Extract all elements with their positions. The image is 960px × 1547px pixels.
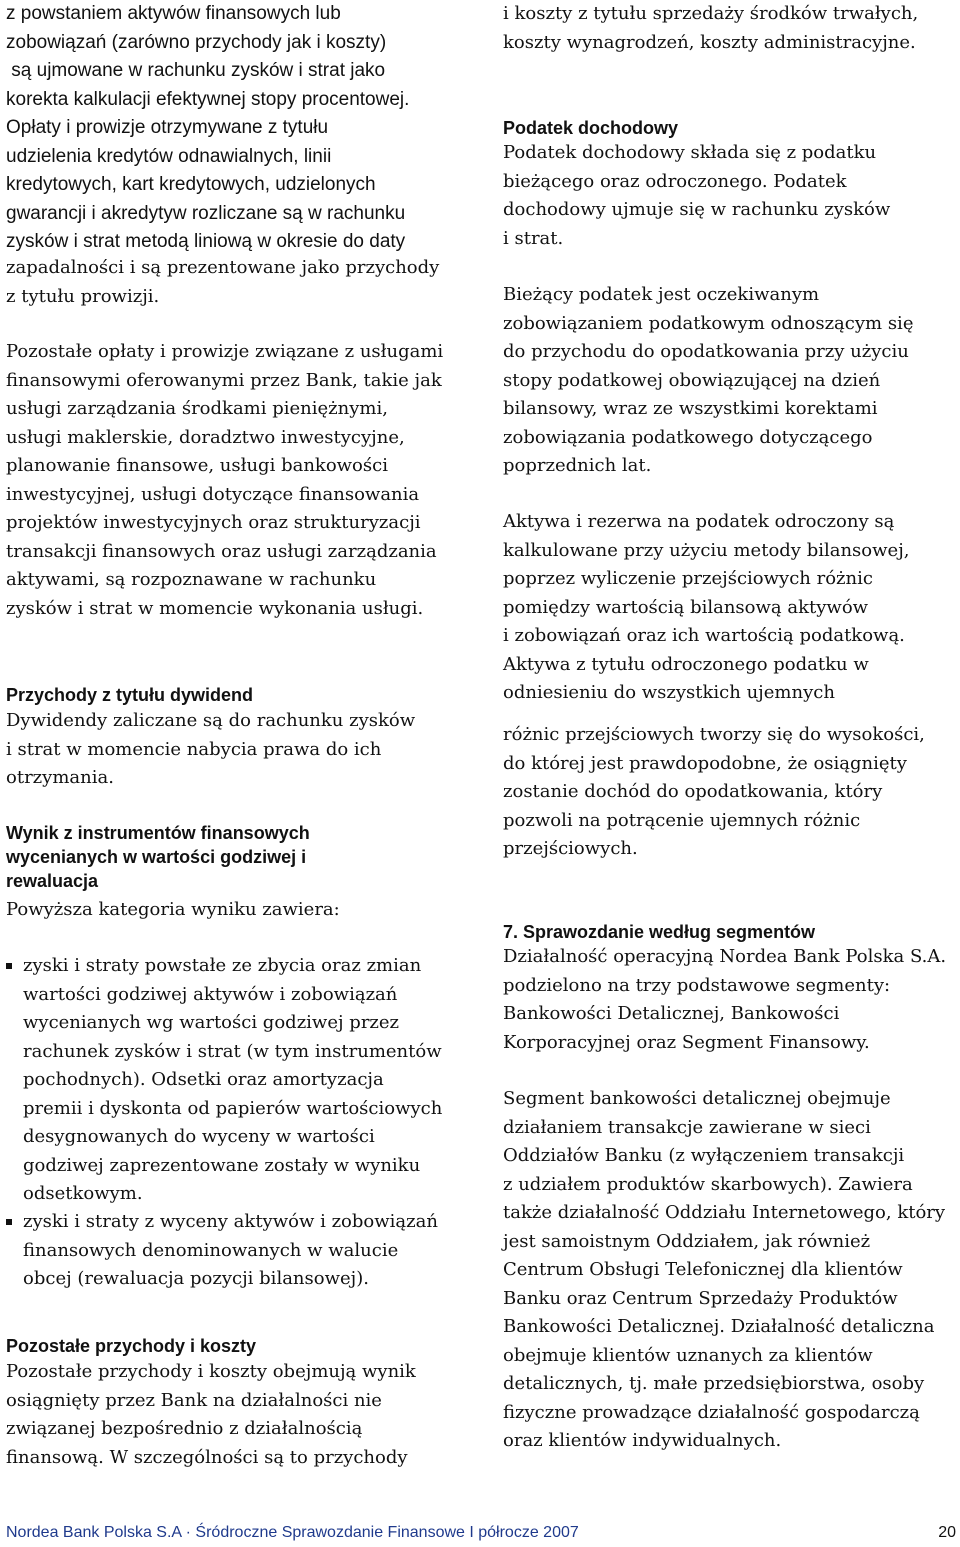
text-line: Działalność operacyjną Nordea Bank Polska S.A. (503, 946, 947, 967)
text-line: do przychodu do opodatkowania przy użyciu (503, 341, 909, 362)
text-line: obejmuje klientów uznanych za klientów (503, 1344, 873, 1366)
text-line: podzielono na trzy podstawowe segmenty: (503, 974, 891, 996)
text-line: usługi zarządzania środkami pieniężnymi, (6, 398, 388, 419)
heading-line: wycenianych w wartości godziwej i (6, 847, 307, 867)
text-line: godziwej zaprezentowane zostały w wyniku (23, 1154, 421, 1176)
paragraph-current-tax (503, 281, 913, 481)
text-line: bilansowy, wraz ze wszystkimi korektami (503, 398, 878, 419)
text-line: odsetkowym. (23, 1183, 143, 1204)
text-line: Bieżący podatek jest oczekiwanym (503, 284, 820, 305)
text-line: bieżącego oraz odroczonego. Podatek (503, 170, 847, 192)
text-line: Bankowości Detalicznej, Bankowości (503, 1003, 840, 1024)
text-line: zysków i strat metodą liniową w okresie do daty (6, 231, 406, 252)
text-line: Bankowości Detalicznej. Działalność detaliczna (503, 1316, 935, 1337)
text-line: i strat. (503, 227, 564, 249)
text-line: Banku oraz Centrum Sprzedaży Produktów (503, 1287, 898, 1309)
text-line: zobowiązaniem podatkowym odnoszącym się (503, 312, 914, 334)
paragraph-commission-income (6, 0, 409, 257)
text-line: Aktywa z tytułu odroczonego podatku w (503, 653, 869, 675)
heading-line: rewaluacja (6, 871, 99, 891)
paragraph-fair-value-intro: Powyższa kategoria wyniku zawiera: (6, 899, 340, 920)
text-line: projektów inwestycyjnych oraz strukturyzacji (6, 512, 421, 533)
text-line: zyski i straty z wyceny aktywów i zobowiązań (23, 1211, 438, 1232)
text-line: do której jest prawdopodobne, że osiągnięty (503, 752, 907, 774)
text-line: zobowiązań (zarówno przychody jak i koszty) (6, 31, 387, 53)
heading-dividend-income: Przychody z tytułu dywidend (6, 685, 254, 705)
text-line: dochodowy ujmuje się w rachunku zysków (503, 199, 891, 220)
text-line: zobowiązania podatkowego dotyczącego (503, 426, 873, 448)
text-line: otrzymania. (6, 767, 114, 788)
text-line: Aktywa i rezerwa na podatek odroczony są (503, 511, 895, 532)
text-line: Pozostałe przychody i koszty obejmują wynik (6, 1361, 416, 1382)
text-line: Podatek dochodowy składa się z podatku (503, 142, 877, 163)
text-line: z powstaniem aktywów finansowych lub (6, 3, 341, 24)
text-line: pochodnych). Odsetki oraz amortyzacja (23, 1069, 384, 1090)
text-line: kalkulowane przy użyciu metody bilansowej, (503, 539, 910, 561)
paragraph-other-costs (503, 0, 918, 57)
paragraph-other-fees (6, 338, 443, 623)
text-line: zapadalności i są prezentowane jako przychody (6, 257, 440, 278)
text-line: jest samoistnym Oddziałem, jak również (503, 1230, 871, 1252)
text-line: Oddziałów Banku (z wyłączeniem transakcji (503, 1145, 905, 1166)
text-line: działaniem transakcje zawierane w sieci (503, 1116, 871, 1138)
text-line: poprzez wyliczenie przejściowych różnic (503, 568, 873, 589)
text-line: premii i dyskonta od papierów wartościowych (23, 1097, 443, 1119)
heading-line: Wynik z instrumentów finansowych (6, 823, 310, 843)
text-line: planowanie finansowe, usługi bankowości (6, 455, 388, 476)
text-line: finansową. W szczególności są to przychody (6, 1446, 408, 1468)
paragraph-retail-segment (503, 1085, 945, 1456)
text-line: inwestycyjnej, usługi dotyczące finansowania (6, 483, 420, 505)
text-line: desygnowanych do wyceny w wartości (23, 1126, 375, 1147)
text-line: i strat w momencie nabycia prawa do ich (6, 738, 382, 760)
text-line: rachunek zysków i strat (w tym instrumentów (23, 1040, 442, 1062)
text-line: wartości godziwej aktywów i zobowiązań (23, 983, 398, 1005)
bullet-item (6, 1208, 438, 1294)
paragraph-dividend-income (6, 707, 415, 793)
text-line: poprzednich lat. (503, 455, 652, 476)
paragraph-income-tax (503, 139, 890, 253)
text-line: oraz klientów indywidualnych. (503, 1430, 782, 1451)
paragraph-deferred-tax-cont (503, 721, 925, 864)
page-number: 20 (938, 1524, 956, 1541)
text-line: osiągnięty przez Bank na działalności nie (6, 1389, 382, 1411)
text-line: finansowych denominowanych w walucie (23, 1239, 399, 1261)
text-line: odniesieniu do wszystkich ujemnych (503, 682, 835, 703)
text-line: Centrum Obsługi Telefonicznej dla klientów (503, 1259, 903, 1280)
text-line: gwarancji i akredytyw rozliczane są w rachunku (6, 202, 406, 224)
text-line: pomiędzy wartością bilansową aktywów (503, 596, 869, 618)
text-line: aktywami, są rozpoznawane w rachunku (6, 569, 377, 590)
heading-fair-value-result (6, 821, 310, 893)
text-line: przejściowych. (503, 838, 638, 859)
text-line: z tytułu prowizji. (6, 285, 160, 307)
text-line: fizyczne prowadzące działalność gospodarczą (503, 1401, 920, 1423)
text-line: korekta kalkulacji efektywnej stopy procentowej. (6, 88, 410, 110)
text-line: Segment bankowości detalicznej obejmuje (503, 1088, 891, 1109)
text-line: finansowymi oferowanymi przez Bank, takie jak (6, 369, 442, 391)
text-line: z udziałem produktów skarbowych). Zawiera (503, 1173, 913, 1195)
text-line: koszty wynagrodzeń, koszty administracyjne. (503, 31, 916, 53)
text-line: Opłaty i prowizje otrzymywane z tytułu (6, 117, 329, 138)
text-line: usługi maklerskie, doradztwo inwestycyjne, (6, 426, 405, 448)
heading-segment-reporting: 7. Sprawozdanie według segmentów (503, 922, 816, 942)
text-line: i koszty z tytułu sprzedaży środków trwałych, (503, 3, 919, 24)
text-line: zostanie dochód do opodatkowania, który (503, 781, 883, 802)
paragraph-segments (503, 943, 946, 1057)
text-line: udzielenia kredytów odnawialnych, linii (6, 145, 332, 167)
text-line: stopy podatkowej obowiązującej na dzień (503, 369, 881, 391)
text-line: są ujmowane w rachunku zysków i strat jako (6, 60, 386, 81)
text-line: wycenianych wg wartości godziwej przez (23, 1012, 400, 1033)
text-line: związanej bezpośrednio z działalnością (6, 1418, 363, 1439)
text-line: transakcji finansowych oraz usługi zarządzania (6, 540, 437, 562)
paragraph-commission-income-cont (6, 254, 439, 311)
text-line: zyski i straty powstałe ze zbycia oraz zmian (23, 955, 422, 976)
footer-document-title: Nordea Bank Polska S.A · Śródroczne Sprawozdanie Finansowe I półrocze 2007 (6, 1524, 579, 1541)
page-footer (6, 1524, 956, 1542)
text-line: także działalność Oddziału Internetowego, który (503, 1202, 946, 1223)
text-line: pozwoli na potrącenie ujemnych różnic (503, 809, 861, 831)
text-line: różnic przejściowych tworzy się do wysokości, (503, 724, 925, 745)
paragraph-other-income (6, 1358, 416, 1472)
text-line: i zobowiązań oraz ich wartością podatkową. (503, 625, 905, 646)
text-line: obcej (rewaluacja pozycji bilansowej). (23, 1268, 369, 1289)
paragraph-deferred-tax (503, 508, 910, 708)
text-line: zysków i strat w momencie wykonania usługi. (6, 597, 424, 619)
bullet-item (6, 952, 442, 1209)
text-line: detalicznych, tj. małe przedsiębiorstwa, osoby (503, 1373, 925, 1394)
heading-income-tax: Podatek dochodowy (503, 118, 679, 138)
heading-other-income: Pozostałe przychody i koszty (6, 1336, 257, 1356)
text-line: kredytowych, kart kredytowych, udzielonych (6, 174, 376, 195)
text-line: Korporacyjnej oraz Segment Finansowy. (503, 1031, 870, 1053)
text-line: Dywidendy zaliczane są do rachunku zysków (6, 710, 416, 731)
text-line: Pozostałe opłaty i prowizje związane z usługami (6, 341, 444, 362)
